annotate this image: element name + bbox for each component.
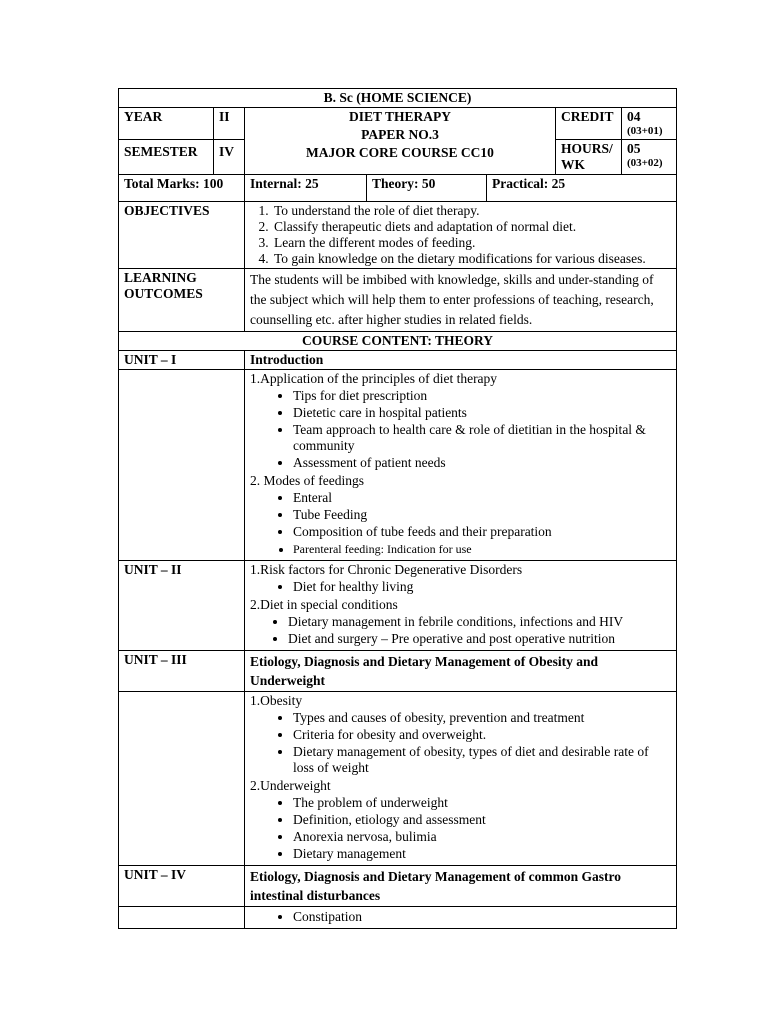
outcomes-row (119, 269, 677, 332)
list-item: • Tips for diet prescription (293, 388, 671, 404)
unit2-section-1: 1.Risk factors for Chronic Degenerative Disorders (250, 562, 523, 577)
list-item: • Criteria for obesity and overweight. (293, 727, 671, 743)
list-item: • Parenteral feeding: Indication for use (293, 541, 671, 557)
list-item: • Tube Feeding (293, 507, 671, 523)
credit-label: CREDIT (556, 108, 622, 140)
unit3-content (245, 692, 677, 866)
list-item: • Dietary management (293, 846, 671, 862)
program-title: B. Sc (HOME SCIENCE) (119, 89, 677, 108)
hours-split: (03+02) (627, 157, 663, 169)
unit3-section-2: 2.Underweight (250, 778, 331, 793)
unit4-content-row (119, 907, 677, 929)
course-type: MAJOR CORE COURSE CC10 (306, 145, 494, 160)
outcomes-label: LEARNING OUTCOMES (119, 269, 245, 332)
credit-cell (622, 108, 677, 140)
hours-value: 05 (627, 141, 641, 156)
list-item: • Dietary management in febrile conditions, infections and HIV (288, 614, 671, 630)
unit3-title-row (119, 651, 677, 692)
unit2-label: UNIT – II (119, 561, 245, 651)
credit-split: (03+01) (627, 125, 663, 137)
practical-marks: Practical: 25 (487, 175, 677, 202)
list-item: • The problem of underweight (293, 795, 671, 811)
program-row (119, 89, 677, 108)
unit3-section-1: 1.Obesity (250, 693, 303, 708)
year-label: YEAR (119, 108, 214, 140)
unit1-section-2: 2. Modes of feedings (250, 473, 364, 488)
unit1-label: UNIT – I (119, 351, 245, 370)
list-item: • Diet and surgery – Pre operative and post operative nutrition (288, 631, 671, 647)
course-content-heading: COURSE CONTENT: THEORY (119, 332, 677, 351)
unit1-title: Introduction (245, 351, 677, 370)
list-item: • Definition, etiology and assessment (293, 812, 671, 828)
unit4-title-row (119, 866, 677, 907)
total-marks: Total Marks: 100 (119, 175, 245, 202)
unit4-title: Etiology, Diagnosis and Dietary Management of common Gastro intestinal disturbances (245, 866, 677, 907)
objective-item: 3. Learn the different modes of feeding. (272, 235, 671, 251)
unit3-content-row (119, 692, 677, 866)
course-title: DIET THERAPY (349, 109, 451, 124)
semester-label: SEMESTER (119, 140, 214, 175)
list-item: • Types and causes of obesity, prevention and treatment (293, 710, 671, 726)
objective-item: 1. To understand the role of diet therapy. (272, 203, 671, 219)
unit1-content-row (119, 370, 677, 561)
outcomes-text: The students will be imbibed with knowledge, skills and under-standing of the subject which will help them to enter professions of teaching, research, counselling etc. after higher studies in related fields. (245, 269, 677, 332)
list-item: • Enteral (293, 490, 671, 506)
unit4-label: UNIT – IV (119, 866, 245, 907)
semester-value: IV (214, 140, 245, 175)
unit1-content (245, 370, 677, 561)
marks-row (119, 175, 677, 202)
unit1-section-1: 1.Application of the principles of diet therapy (250, 371, 498, 386)
year-row (119, 108, 677, 140)
list-item: • Anorexia nervosa, bulimia (293, 829, 671, 845)
content-heading-row (119, 332, 677, 351)
objective-item: 4. To gain knowledge on the dietary modifications for various diseases. (272, 251, 671, 267)
syllabus-table (118, 88, 677, 929)
theory-marks: Theory: 50 (367, 175, 487, 202)
objectives-list (250, 203, 671, 267)
list-item: • Diet for healthy living (293, 579, 671, 595)
objectives-label: OBJECTIVES (119, 202, 245, 269)
list-item: • Composition of tube feeds and their preparation (293, 524, 671, 540)
list-item: • Dietary management of obesity, types of diet and desirable rate of loss of weight (293, 744, 671, 776)
hours-label: HOURS/ WK (556, 140, 622, 175)
list-item: • Team approach to health care & role of dietitian in the hospital & community (293, 422, 671, 454)
unit2-row (119, 561, 677, 651)
unit4-content (245, 907, 677, 929)
hours-cell (622, 140, 677, 175)
objectives-row (119, 202, 677, 269)
course-info (245, 108, 556, 175)
list-item: • Assessment of patient needs (293, 455, 671, 471)
objective-item: 2. Classify therapeutic diets and adaptation of normal diet. (272, 219, 671, 235)
paper-number: PAPER NO.3 (361, 127, 439, 142)
unit2-content (245, 561, 677, 651)
list-item: • Constipation (293, 909, 671, 925)
year-value: II (214, 108, 245, 140)
unit3-label: UNIT – III (119, 651, 245, 692)
unit3-title: Etiology, Diagnosis and Dietary Management of Obesity and Underweight (245, 651, 677, 692)
credit-value: 04 (627, 109, 641, 124)
unit1-title-row (119, 351, 677, 370)
list-item: • Dietetic care in hospital patients (293, 405, 671, 421)
unit2-section-2: 2.Diet in special conditions (250, 597, 398, 612)
objectives-content (245, 202, 677, 269)
internal-marks: Internal: 25 (245, 175, 367, 202)
